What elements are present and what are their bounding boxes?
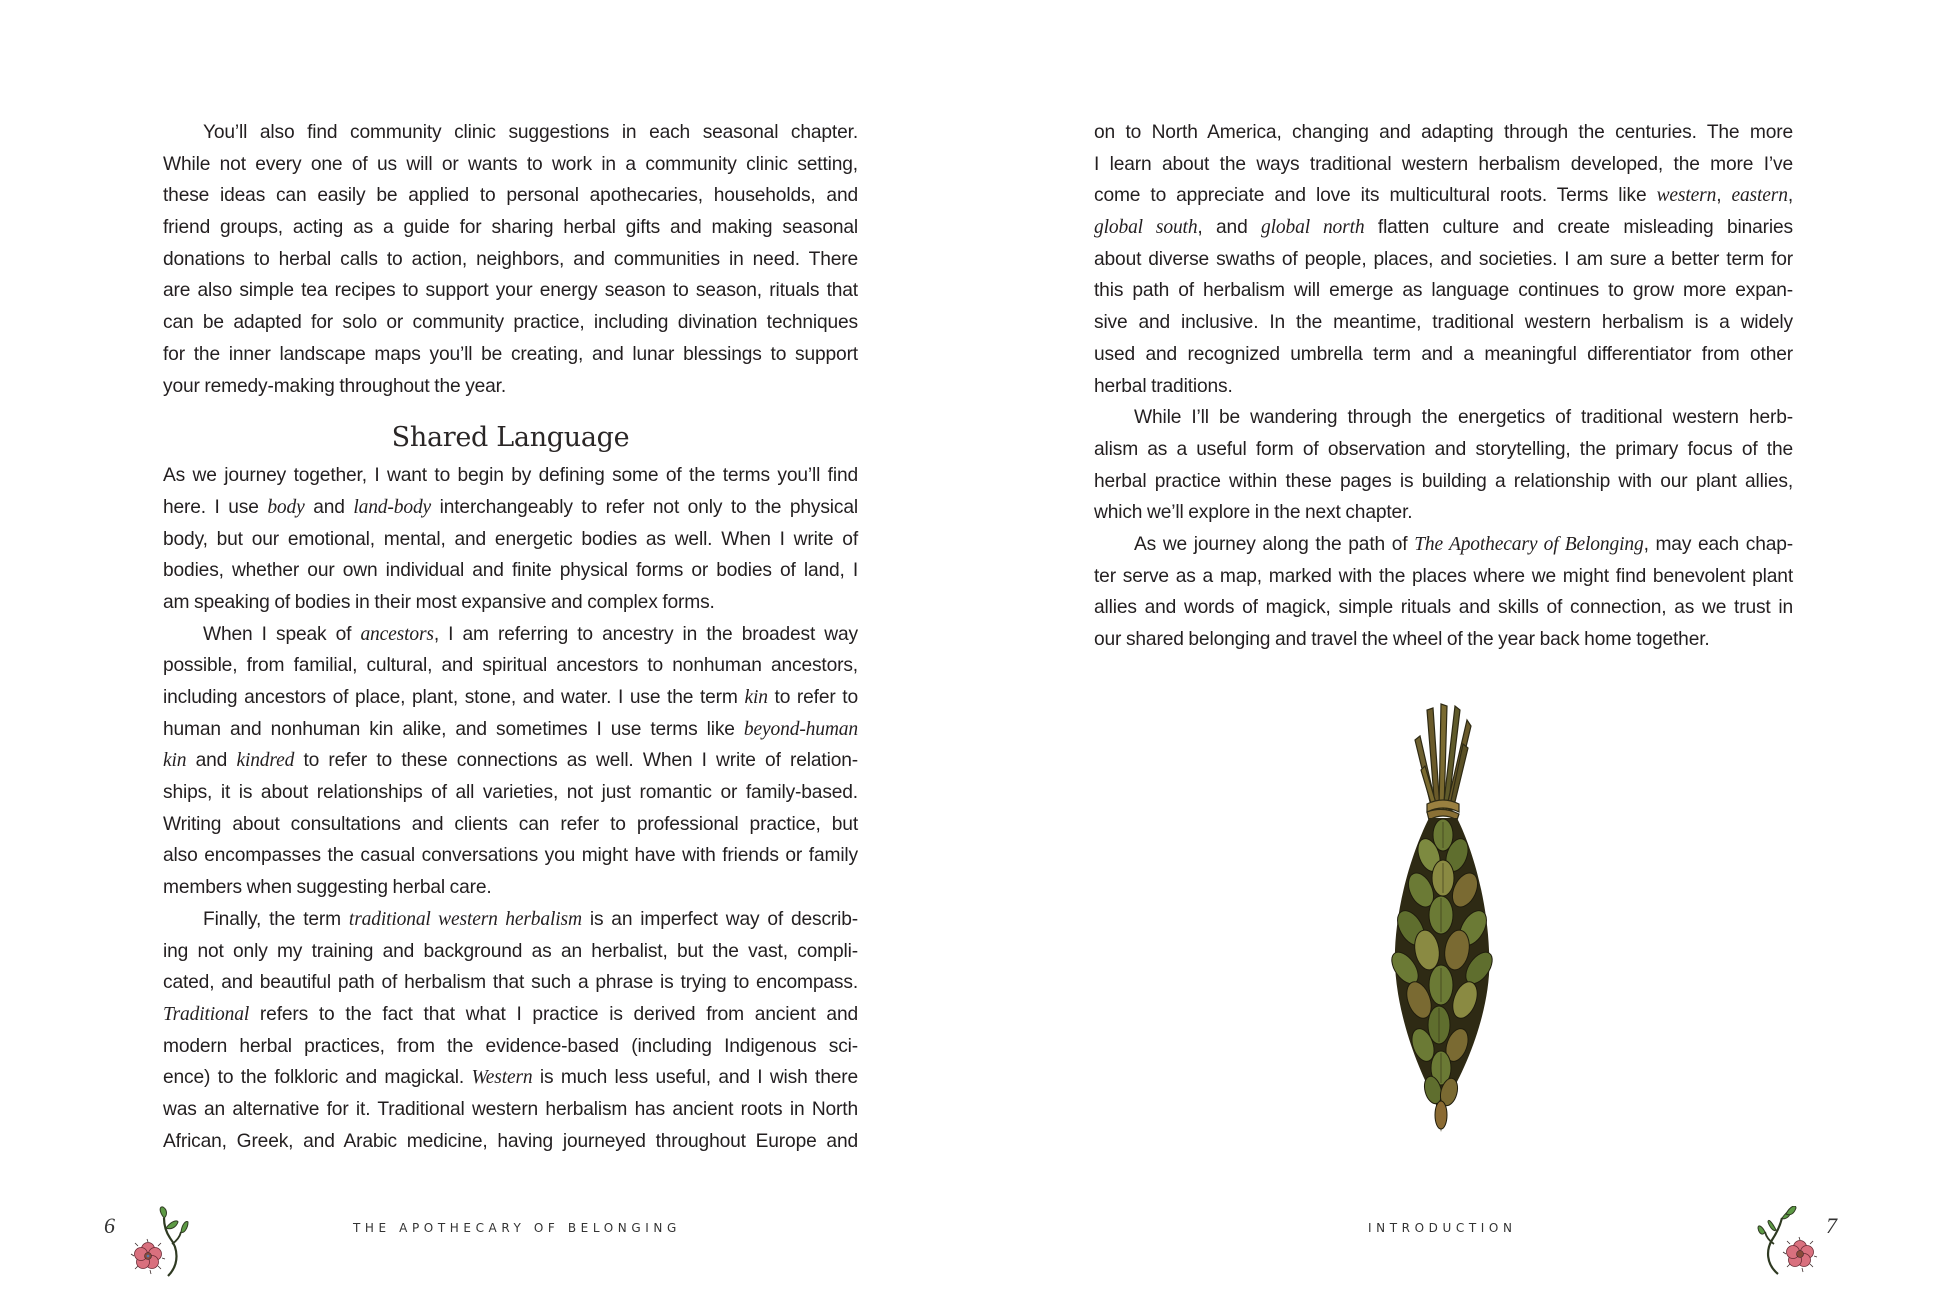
italic-term: western [1656,185,1717,207]
text-segment: for the inner landscape maps you’ll be creating, and lunar blessings to support [163,343,858,365]
text-line [163,524,858,556]
text-segment: refers to the fact that what I practice is derived from ancient and [249,1003,858,1025]
text-line [163,872,858,904]
italic-term: kindred [236,750,295,772]
shared-language-paragraphs [163,460,858,1157]
text-line [163,904,858,936]
text-segment: allies and words of magick, simple rituals and skills of connection, as we trust in [1094,597,1793,619]
text-segment: African, Greek, and Arabic medicine, having journeyed throughout Europe and [163,1130,858,1152]
text-line [1094,529,1793,561]
text-segment: here. I use [163,496,268,518]
text-segment: are also simple tea recipes to support your energy season to season, rituals that [163,280,858,302]
text-line [163,149,858,181]
text-line [1094,117,1793,149]
text-segment: alism as a useful form of observation and storytelling, the primary focus of the [1094,438,1793,460]
text-line [163,650,858,682]
text-segment: cated, and beautiful path of herbalism that such a phrase is trying to encompass. [163,972,858,994]
text-line [163,212,858,244]
italic-term: traditional western herbalism [348,908,582,930]
text-segment: , [1716,185,1732,207]
italic-term: kin [744,687,768,708]
text-line [1094,592,1793,624]
text-segment: As we journey together, I want to begin by defining some of the terms you’ll find [163,465,858,487]
italic-term: Western [471,1067,533,1089]
text-line [1094,149,1793,181]
text-line [163,682,858,714]
left-body-text [163,117,858,1157]
text-line [1094,434,1793,466]
text-segment: When I speak of [203,623,361,645]
italic-term: land-body [353,496,432,518]
text-segment: flatten culture and create misleading binaries [1364,217,1793,239]
text-segment: donations to herbal calls to action, neighbors, and communities in need. There [163,248,858,270]
text-segment: As we journey along the path of [1134,533,1415,555]
text-segment: come to appreciate and love its multicultural roots. Terms like [1094,185,1657,207]
text-segment: this path of herbalism will emerge as language continues to grow more expan- [1094,280,1793,302]
text-segment: is much less useful, and I wish there [532,1067,859,1089]
text-line [1094,402,1793,434]
page-number: 6 [104,1213,115,1238]
page-number: 7 [1826,1213,1837,1238]
text-line [163,840,858,872]
text-segment: While not every one of us will or wants to work in a community clinic setting, [163,153,858,175]
text-segment: and [186,750,237,772]
text-line [163,275,858,307]
text-segment: used and recognized umbrella term and a meaningful differentiator from other [1094,343,1793,365]
text-line [163,809,858,841]
dried-herb-bundle-illustration [1383,700,1503,1136]
text-segment: can be adapted for solo or community practice, including divination techniques [163,312,858,334]
right-body-text [1094,117,1793,656]
text-line [163,117,858,149]
intro-paragraph [163,117,858,402]
text-segment: sive and inclusive. In the meantime, traditional western herbalism is a widely [1094,312,1793,334]
text-segment: I learn about the ways traditional western herbalism developed, the more I’ve [1094,153,1793,175]
running-head-book-title: THE APOTHECARY OF BELONGING [353,1221,681,1235]
text-segment: possible, from familial, cultural, and spiritual ancestors to nonhuman ancestors, [163,655,858,677]
text-line [163,244,858,276]
text-segment: , and [1197,217,1262,239]
text-line [1094,212,1793,244]
text-segment: , I am referring to ancestry in the broadest way [433,623,858,645]
section-heading: Shared Language [391,422,630,454]
text-segment: on to North America, changing and adapting through the centuries. The more [1094,122,1793,143]
text-segment: members when suggesting herbal care. [163,877,492,899]
text-line [163,967,858,999]
text-line [163,777,858,809]
italic-term: global north [1261,217,1365,239]
italic-term: body [267,496,305,518]
text-segment: interchangeably to refer not only to the physical [431,496,858,518]
italic-term: kin [163,750,187,772]
text-segment: your remedy-making throughout the year. [163,375,507,397]
text-segment: Writing about consultations and clients can refer to professional practice, but [163,813,858,835]
italic-term: global south [1094,217,1198,239]
text-segment: to refer to [767,687,859,708]
running-head-chapter: INTRODUCTION [1368,1221,1517,1235]
rose-sprig-icon [120,1206,190,1282]
text-segment: friend groups, acting as a guide for sharing herbal gifts and making seasonal [163,217,858,239]
text-segment: modern herbal practices, from the evidence-based (including Indigenous sci- [163,1035,858,1057]
text-segment: ter serve as a map, marked with the places where we might find benevolent plant [1094,565,1793,587]
text-line [163,307,858,339]
text-segment: herbal traditions. [1094,375,1233,397]
text-line [1094,561,1793,593]
text-line [163,1062,858,1094]
italic-term: Traditional [163,1003,250,1025]
text-segment: our shared belonging and travel the wheel of the year back home together. [1094,629,1710,650]
text-segment: is an imperfect way of describ- [581,908,859,930]
text-line [163,180,858,212]
text-segment: and [304,496,354,518]
text-segment: including ancestors of place, plant, stone, and water. I use the term [163,687,745,708]
text-segment: also encompasses the casual conversations you might have with friends or family [163,845,858,867]
italic-term: beyond-human [743,718,858,740]
italic-term: eastern [1731,185,1788,207]
text-segment: these ideas can easily be applied to personal apothecaries, households, and [163,185,858,207]
text-segment: body, but our emotional, mental, and energetic bodies as well. When I write of [163,528,858,550]
text-line [1094,624,1793,656]
text-line [163,745,858,777]
text-segment: ing not only my training and background as an herbalist, but the vast, compli- [163,940,858,962]
text-line [163,936,858,968]
text-line [1094,180,1793,212]
text-segment: to refer to these connections as well. When I write of relation- [294,750,858,772]
text-line [163,619,858,651]
text-line [163,714,858,746]
text-line [163,460,858,492]
text-segment: Finally, the term [203,908,349,930]
text-line [163,1031,858,1063]
text-line [1094,307,1793,339]
right-page [973,0,1946,1297]
rose-sprig-icon [1756,1206,1826,1282]
text-segment: , may each chap- [1643,533,1793,555]
text-line [1094,275,1793,307]
italic-term: ancestors [360,623,434,645]
italic-term: The Apothecary of Belonging [1414,533,1644,555]
text-line [1094,371,1793,403]
text-line [163,1126,858,1158]
text-segment: , [1787,185,1793,207]
text-line [163,1094,858,1126]
text-line [1094,244,1793,276]
text-line [163,999,858,1031]
text-line [163,587,858,619]
text-segment: While I’ll be wandering through the energetics of traditional western herb- [1134,407,1793,429]
text-line [1094,339,1793,371]
text-segment: bodies, whether our own individual and finite physical forms or bodies of land, I [163,560,858,582]
text-segment: human and nonhuman kin alike, and sometimes I use terms like [163,718,744,740]
text-segment: You’ll also find community clinic suggestions in each seasonal chapter. [203,122,858,143]
text-line [1094,466,1793,498]
text-segment: ships, it is about relationships of all varieties, not just romantic or family-based. [163,782,858,804]
text-line [163,339,858,371]
text-line [163,492,858,524]
text-segment: about diverse swaths of people, places, and societies. I am sure a better term for [1094,248,1793,270]
text-segment: herbal practice within these pages is building a relationship with our plant allies, [1094,470,1793,492]
text-segment: was an alternative for it. Traditional western herbalism has ancient roots in North [163,1098,858,1120]
text-segment: ence) to the folkloric and magickal. [163,1067,472,1089]
text-line [1094,497,1793,529]
text-line [163,371,858,403]
text-segment: am speaking of bodies in their most expansive and complex forms. [163,591,715,613]
text-line [163,555,858,587]
continuation-paragraphs [1094,117,1793,656]
text-segment: which we’ll explore in the next chapter. [1094,502,1413,524]
